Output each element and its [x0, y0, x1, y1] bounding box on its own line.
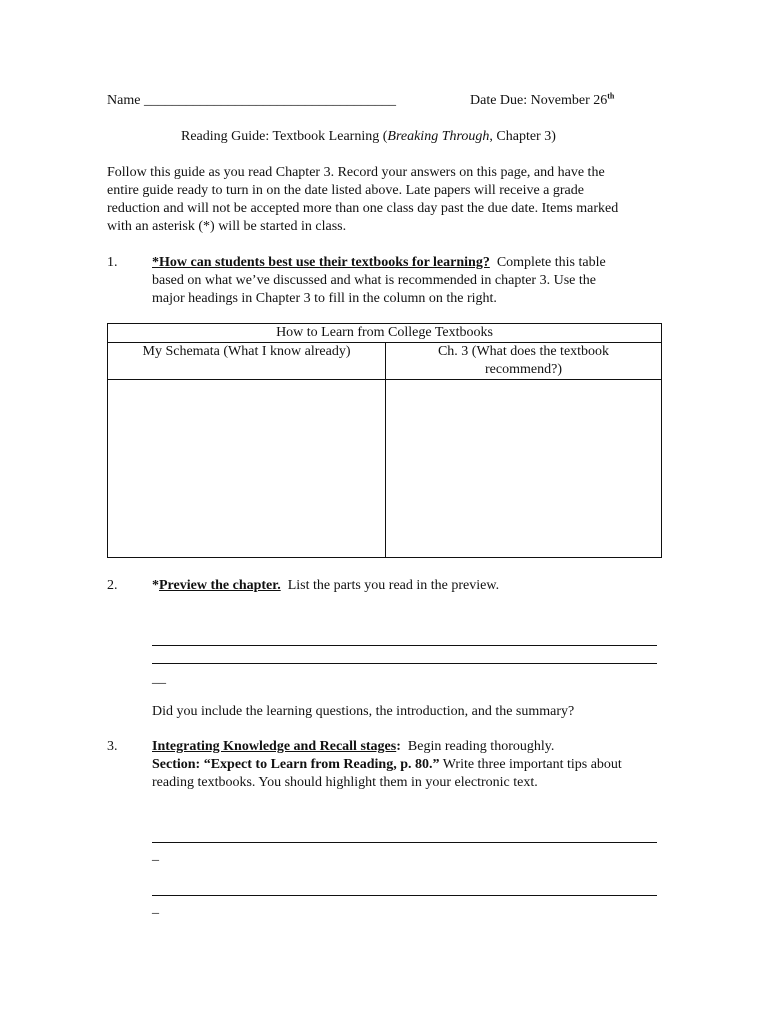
textbook-answer-cell[interactable]	[386, 380, 662, 558]
answer-line-tail: __	[152, 671, 166, 686]
answer-line-tail: _	[152, 848, 159, 863]
question-1-number: 1.	[107, 255, 118, 270]
question-3-text: reading textbooks. You should highlight them in your electronic text.	[152, 775, 538, 790]
name-label: Name	[107, 93, 141, 108]
question-3-section: Section: “Expect to Learn from Reading, p. 80.”	[152, 757, 440, 772]
date-due	[470, 92, 614, 110]
question-3-section-line	[152, 756, 622, 774]
title-prefix: Reading Guide: Textbook Learning (	[181, 129, 388, 144]
column-header-textbook	[386, 343, 662, 380]
learning-table	[107, 323, 662, 558]
column-header-textbook-line: recommend?)	[485, 362, 562, 377]
schemata-answer-cell[interactable]	[108, 380, 386, 558]
title-book: Breaking Through	[387, 129, 490, 144]
answer-line[interactable]	[152, 842, 657, 843]
question-3-colon: :	[396, 739, 401, 754]
name-blank: ____________________________________	[143, 93, 396, 108]
instructions-line: Follow this guide as you read Chapter 3. Record your answers on this page, and have the	[107, 165, 605, 180]
question-1-text: Complete this table	[496, 255, 606, 270]
answer-line[interactable]	[152, 663, 657, 664]
table-title: How to Learn from College Textbooks	[108, 324, 662, 343]
question-1-line	[152, 254, 606, 272]
column-header-schemata: My Schemata (What I know already)	[108, 343, 386, 380]
question-3-text: Write three important tips about	[442, 757, 622, 772]
question-1-text: major headings in Chapter 3 to fill in the column on the right.	[152, 291, 497, 306]
answer-line[interactable]	[152, 895, 657, 896]
date-due-suffix: th	[607, 91, 615, 101]
question-3-prompt: Integrating Knowledge and Recall stages	[152, 739, 397, 754]
column-header-textbook-line: Ch. 3 (What does the textbook	[437, 344, 610, 359]
question-3-text: Begin reading thoroughly.	[407, 739, 555, 754]
answer-line-tail: _	[152, 901, 159, 916]
question-2-number: 2.	[107, 578, 118, 593]
question-2-text: List the parts you read in the preview.	[287, 578, 500, 593]
name-field	[107, 92, 396, 110]
question-3-number: 3.	[107, 739, 118, 754]
question-1-text: based on what we’ve discussed and what is recommended in chapter 3. Use the	[152, 273, 596, 288]
question-2-followup: Did you include the learning questions, the introduction, and the summary?	[152, 704, 575, 719]
question-2-asterisk: *	[152, 578, 159, 593]
title-suffix: , Chapter 3)	[489, 129, 556, 144]
instructions-line: entire guide ready to turn in on the date listed above. Late papers will receive a grade	[107, 183, 584, 198]
answer-line[interactable]	[152, 645, 657, 646]
question-1-prompt: *How can students best use their textbooks for learning?	[152, 255, 490, 270]
question-2-prompt: Preview the chapter.	[159, 578, 281, 593]
instructions-line: reduction and will not be accepted more than one class day past the due date. Items marked	[107, 201, 619, 216]
question-3-line	[152, 738, 554, 756]
date-due-label: Date Due: November 26	[470, 93, 608, 108]
page-title	[181, 128, 556, 146]
question-2-line	[152, 577, 499, 595]
instructions-line: with an asterisk (*) will be started in class.	[107, 219, 347, 234]
